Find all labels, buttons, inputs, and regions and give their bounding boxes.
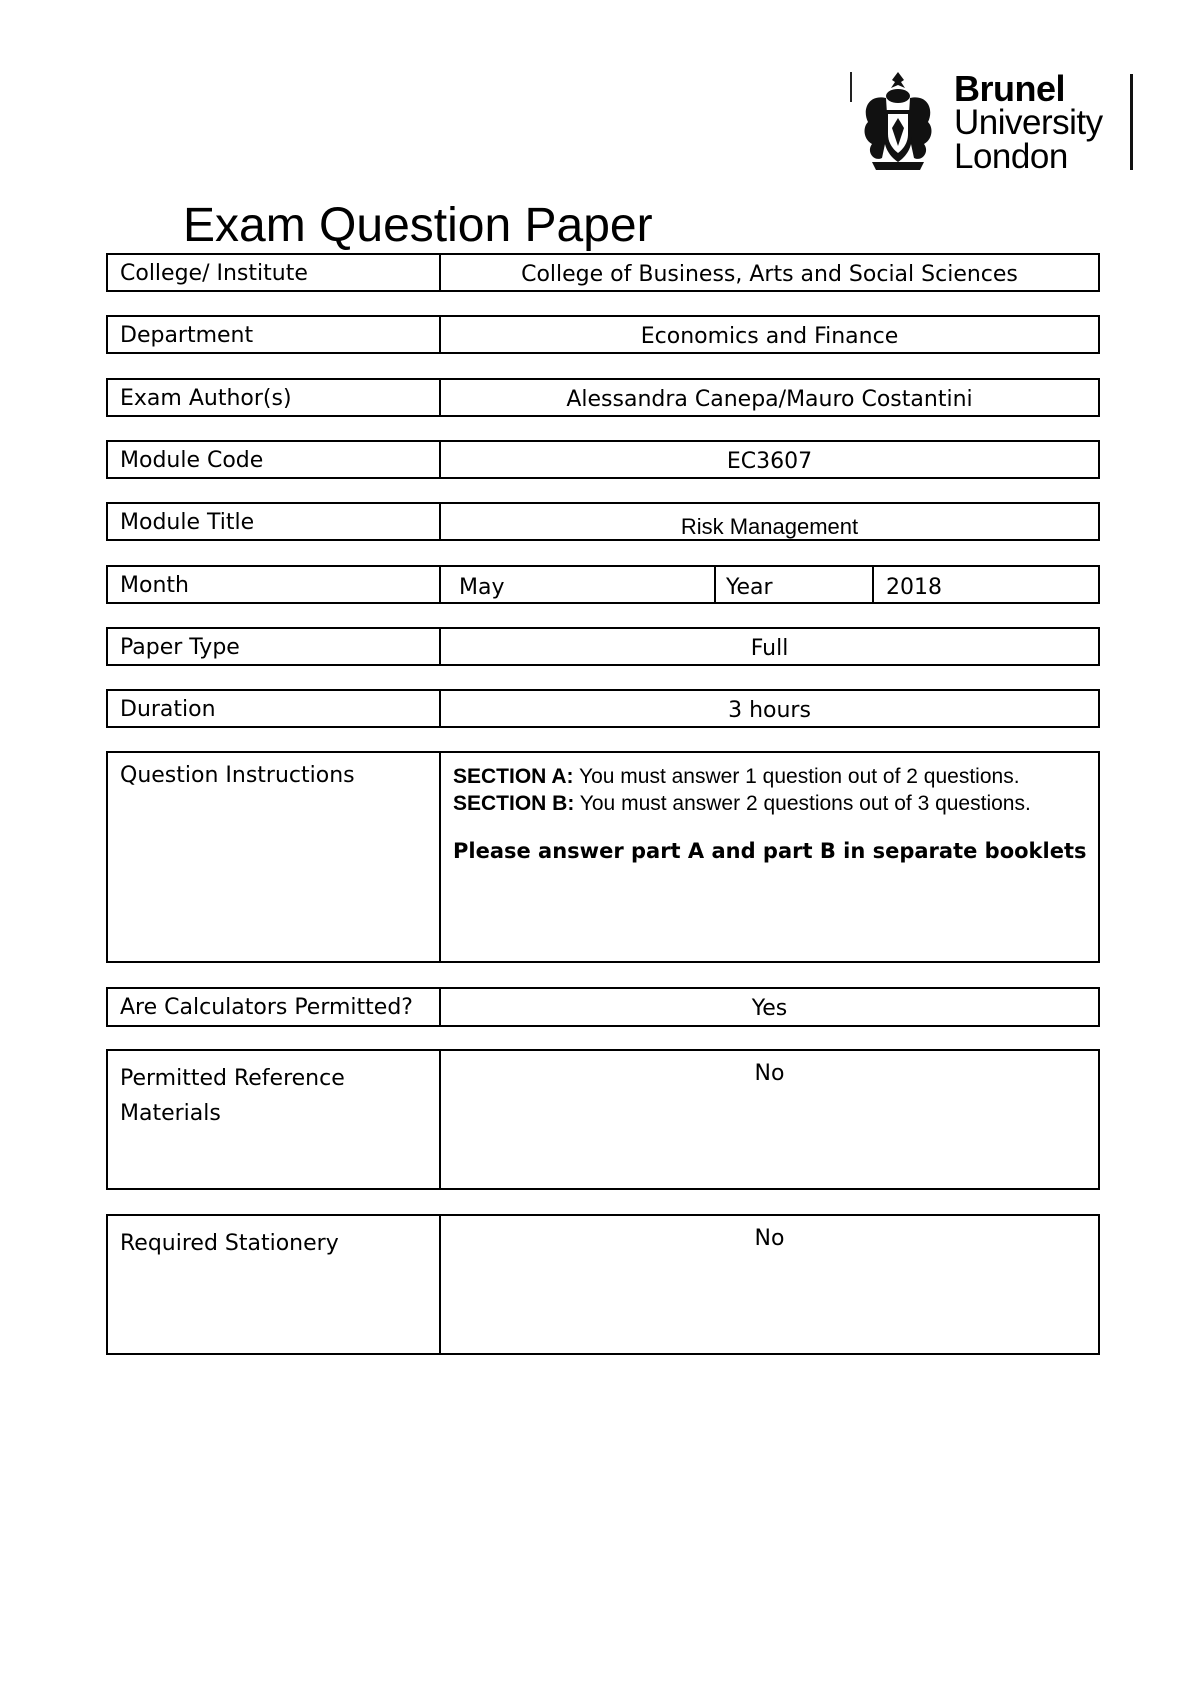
row-instructions xyxy=(106,751,1100,963)
logo-line-brunel: Brunel xyxy=(954,68,1066,109)
row-department xyxy=(106,315,1100,354)
section-b-title: SECTION B: xyxy=(453,792,575,815)
row-duration xyxy=(106,689,1100,728)
value-module-title: Risk Management xyxy=(680,514,859,539)
value-authors: Alessandra Canepa/Mauro Costantini xyxy=(566,387,973,412)
label-instructions: Question Instructions xyxy=(108,753,441,961)
section-a-title: SECTION A: xyxy=(453,765,574,788)
label-month: Month xyxy=(108,567,441,602)
logo-line-london: London xyxy=(954,137,1068,176)
label-reference-line1: Permitted Reference xyxy=(120,1066,345,1091)
label-module-code: Module Code xyxy=(108,442,441,477)
row-reference xyxy=(106,1049,1100,1190)
instruction-section-a xyxy=(453,763,1088,790)
logo-divider-left xyxy=(850,72,852,102)
instruction-note: Please answer part A and part B in separate booklets xyxy=(453,839,1087,863)
label-reference xyxy=(108,1051,441,1188)
spacer xyxy=(453,817,1088,838)
logo-line-university: University xyxy=(954,103,1103,142)
section-a-text: You must answer 1 question out of 2 questions. xyxy=(573,765,1020,788)
value-duration: 3 hours xyxy=(728,698,811,723)
value-calculators: Yes xyxy=(751,996,788,1021)
value-paper-type: Full xyxy=(750,636,789,661)
value-module-code: EC3607 xyxy=(726,449,813,474)
row-authors xyxy=(106,378,1100,417)
value-college: College of Business, Arts and Social Sciences xyxy=(521,262,1018,287)
value-instructions xyxy=(441,753,1098,961)
row-module-code xyxy=(106,440,1100,479)
label-department: Department xyxy=(108,317,441,352)
row-month-year xyxy=(106,565,1100,604)
label-reference-line2: Materials xyxy=(120,1101,221,1126)
row-stationery xyxy=(106,1214,1100,1355)
value-year: 2018 xyxy=(886,575,942,600)
value-month: May xyxy=(441,567,716,602)
row-college xyxy=(106,253,1100,292)
value-stationery: No xyxy=(754,1226,785,1251)
row-calculators xyxy=(106,987,1100,1027)
value-department: Economics and Finance xyxy=(640,324,899,349)
section-b-text: You must answer 2 questions out of 3 questions. xyxy=(574,792,1031,815)
row-module-title xyxy=(106,502,1100,541)
label-year: Year xyxy=(716,567,874,602)
label-stationery: Required Stationery xyxy=(108,1216,441,1353)
page-title: Exam Question Paper xyxy=(183,199,653,252)
label-authors: Exam Author(s) xyxy=(108,380,441,415)
instruction-section-b xyxy=(453,790,1088,817)
value-reference: No xyxy=(754,1061,785,1086)
logo-wordmark xyxy=(954,68,1103,176)
crest-icon xyxy=(858,70,938,175)
row-paper-type xyxy=(106,627,1100,666)
label-paper-type: Paper Type xyxy=(108,629,441,664)
logo-divider-right xyxy=(1130,74,1133,170)
university-logo xyxy=(850,70,1140,175)
label-duration: Duration xyxy=(108,691,441,726)
label-module-title: Module Title xyxy=(108,504,441,539)
label-college: College/ Institute xyxy=(108,255,441,290)
label-calculators: Are Calculators Permitted? xyxy=(108,989,441,1025)
